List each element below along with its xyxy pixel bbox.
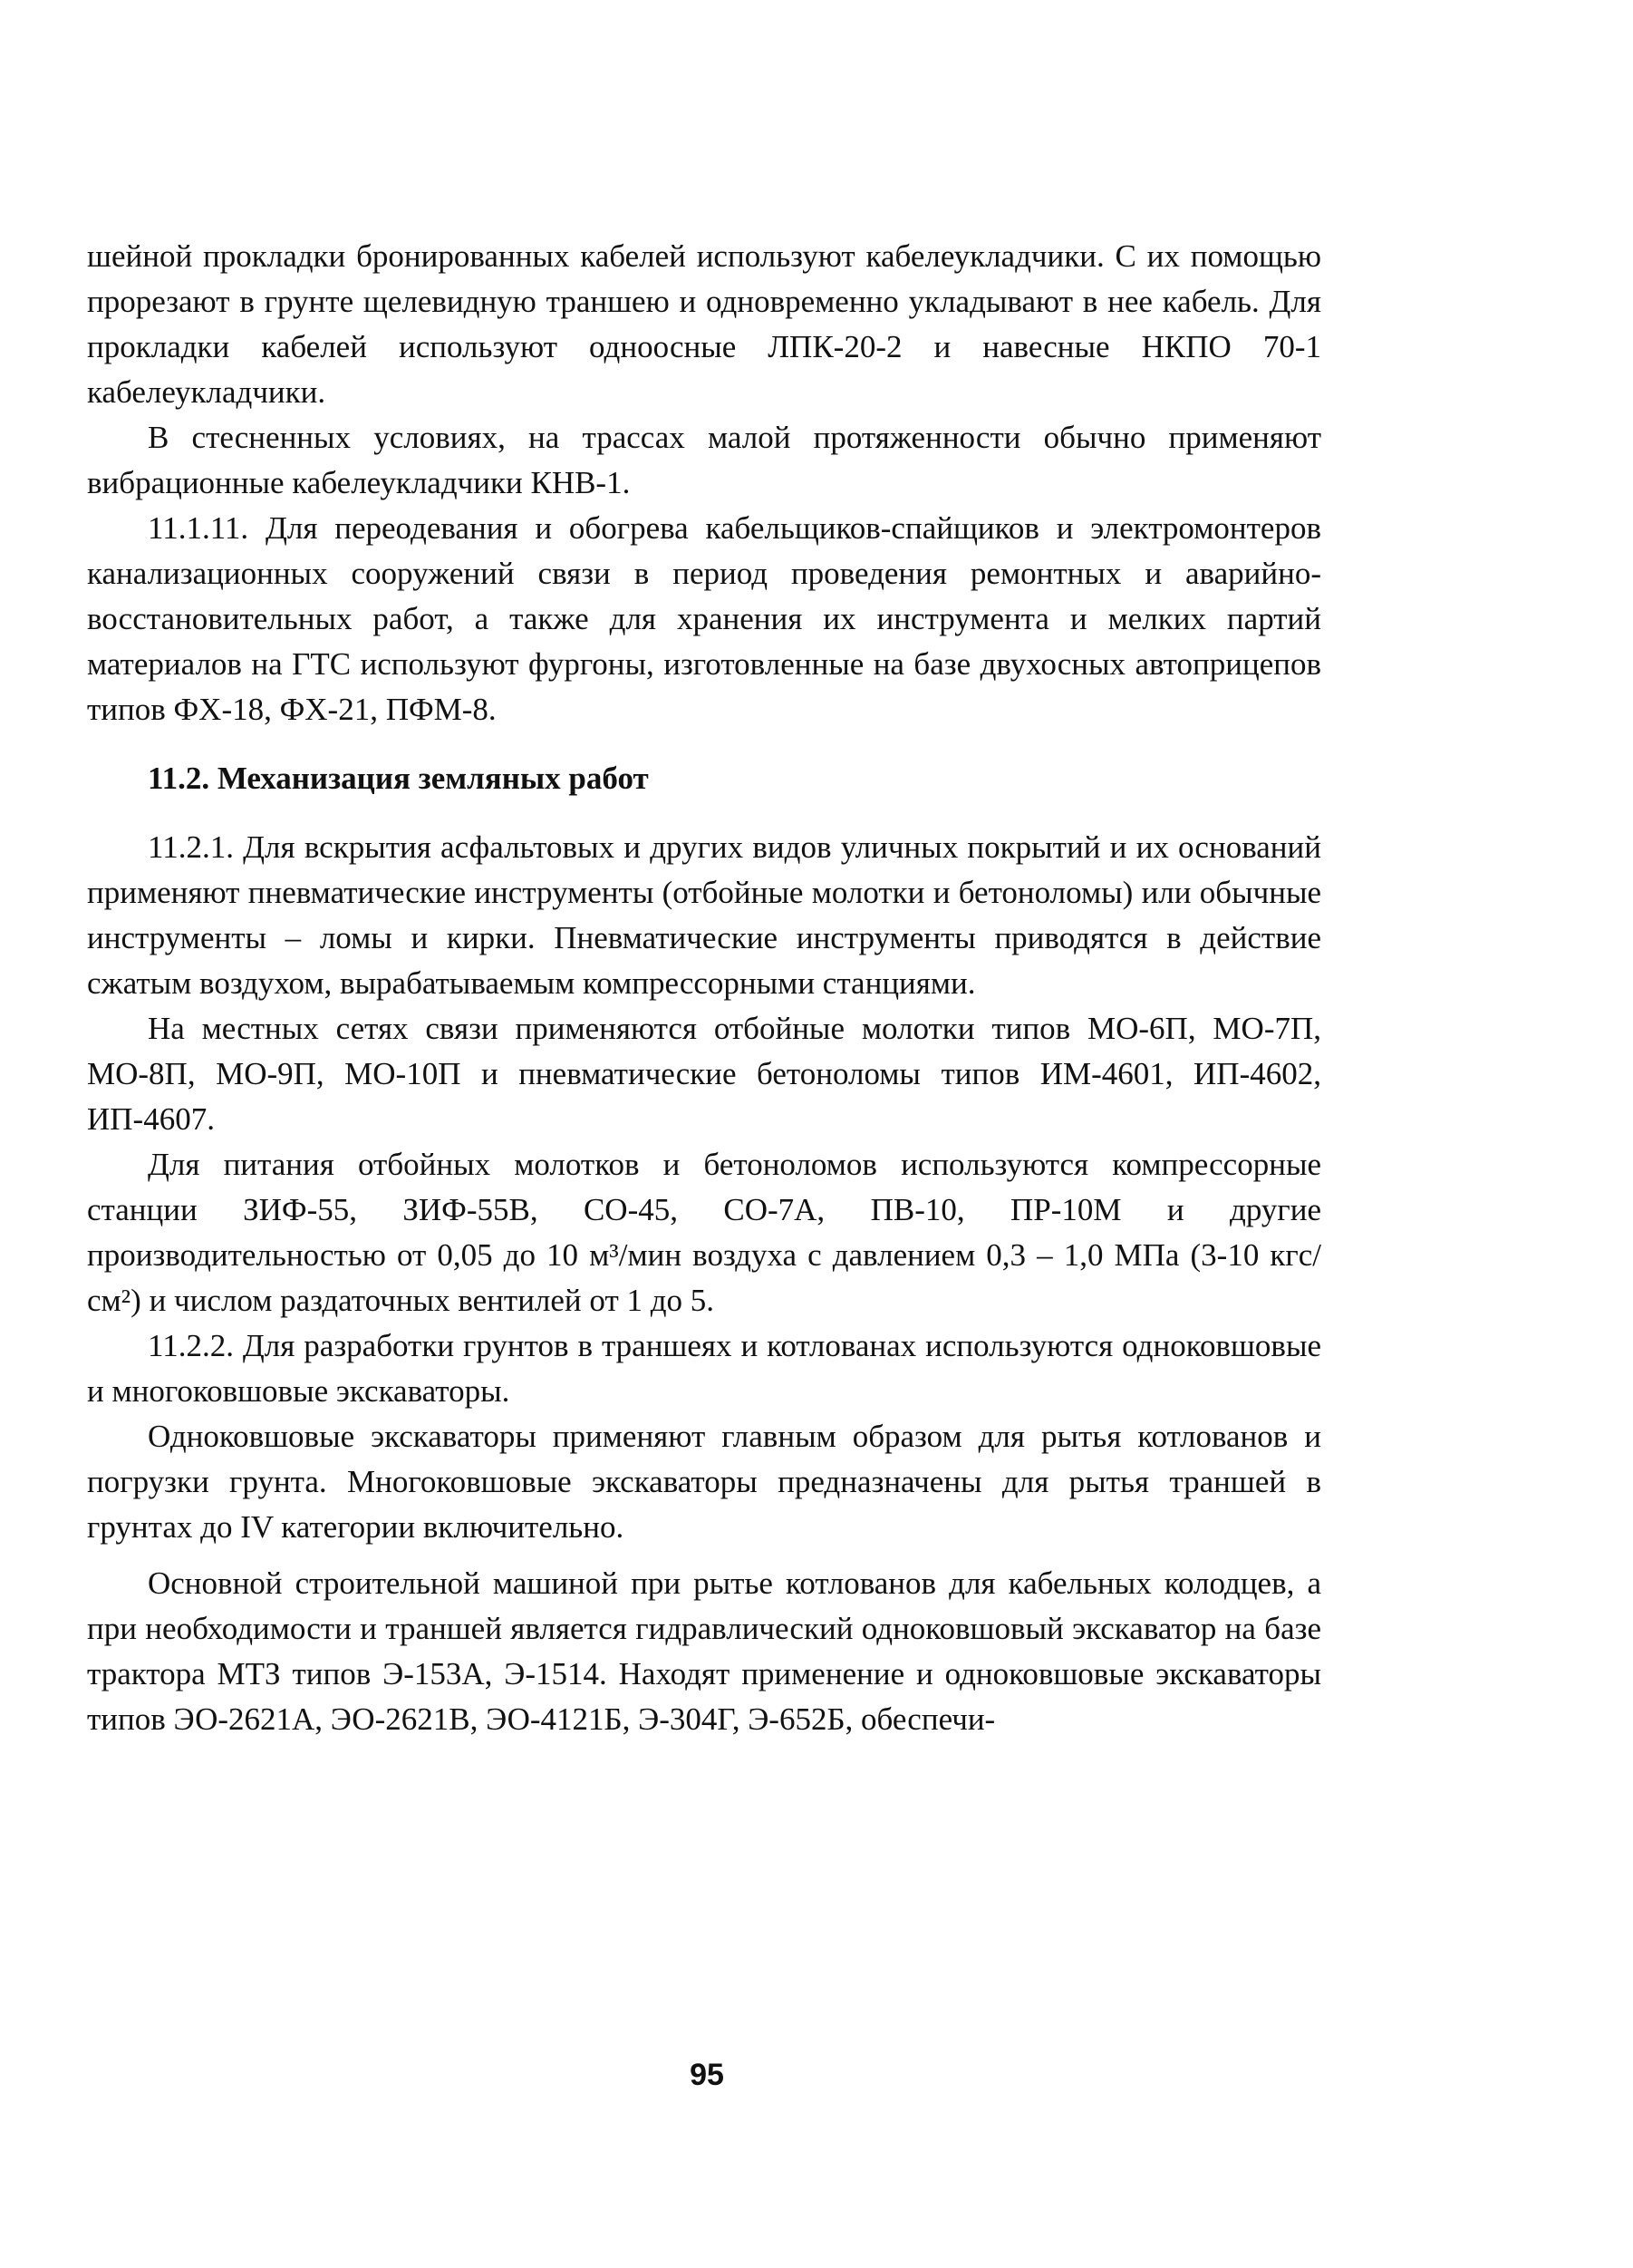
paragraph-compressors: Для питания отбойных молотков и бетоноломов используются компрессорные станции ЗИФ-55, ЗИФ-55В, СО-45, СО-7А, ПВ-10, ПР-10М и другие производительностью от 0,05 до 10 м³/мин воздуха с давлением 0,3 – 1,0 МПа (3-10 кгс/см²) и числом раздаточных вентилей от 1 до 5. bbox=[87, 1147, 1321, 1318]
section-heading: 11.2. Механизация земляных работ bbox=[148, 761, 649, 796]
paragraph-11-1-11: 11.1.11. Для переодевания и обогрева кабельщиков-спайщиков и электромонтеров канализационных сооружений связи в период проведения ремонтных и аварийно-восстановительных работ, а также для хранения их инструмента и мелких партий материалов на ГТС используют фургоны, изготовленные на базе двухосных автоприцепов типов ФХ-18, ФХ-21, ПФМ-8. bbox=[87, 510, 1321, 727]
paragraph-hammer-types: На местных сетях связи применяются отбойные молотки типов МО-6П, МО-7П, МО-8П, МО-9П, МО-10П и пневматические бетоноломы типов ИМ-4601, ИП-4602, ИП-4607. bbox=[87, 1011, 1321, 1137]
body-text bbox=[87, 234, 1321, 1742]
paragraph-continuation: шейной прокладки бронированных кабелей используют кабелеукладчики. С их помощью прорезают в грунте щелевидную траншею и одновременно укладывают в нее кабель. Для прокладки кабелей используют одноосные ЛПК-20-2 и навесные НКПО 70-1 кабелеукладчики. bbox=[87, 238, 1321, 410]
paragraph-11-2-1: 11.2.1. Для вскрытия асфальтовых и других видов уличных покрытий и их оснований применяют пневматические инструменты (отбойные молотки и бетоноломы) или обычные инструменты – ломы и кирки. Пневматические инструменты приводятся в действие сжатым воздухом, вырабатываемым компрессорными станциями. bbox=[87, 829, 1321, 1001]
paragraph-vibration-cable-layers: В стесненных условиях, на трассах малой протяженности обычно применяют вибрационные кабелеукладчики КНВ-1. bbox=[87, 420, 1321, 500]
page-number: 95 bbox=[690, 2058, 724, 2092]
paragraph-single-bucket: Одноковшовые экскаваторы применяют главным образом для рытья котлованов и погрузки грунта. Многоковшовые экскаваторы предназначены для рытья траншей в грунтах до IV категории включительно. bbox=[87, 1419, 1321, 1545]
paragraph-main-machine: Основной строительной машиной при рытье котлованов для кабельных колодцев, а при необходимости и траншей является гидравлический одноковшовый экскаватор на базе трактора МТЗ типов Э-153А, Э-1514. Находят применение и одноковшовые экскаваторы типов ЭО-2621А, ЭО-2621В, ЭО-4121Б, Э-304Г, Э-652Б, обеспечи- bbox=[87, 1565, 1321, 1737]
paragraph-11-2-2: 11.2.2. Для разработки грунтов в траншеях и котлованах используются одноковшовые и многоковшовые экскаваторы. bbox=[87, 1328, 1321, 1409]
